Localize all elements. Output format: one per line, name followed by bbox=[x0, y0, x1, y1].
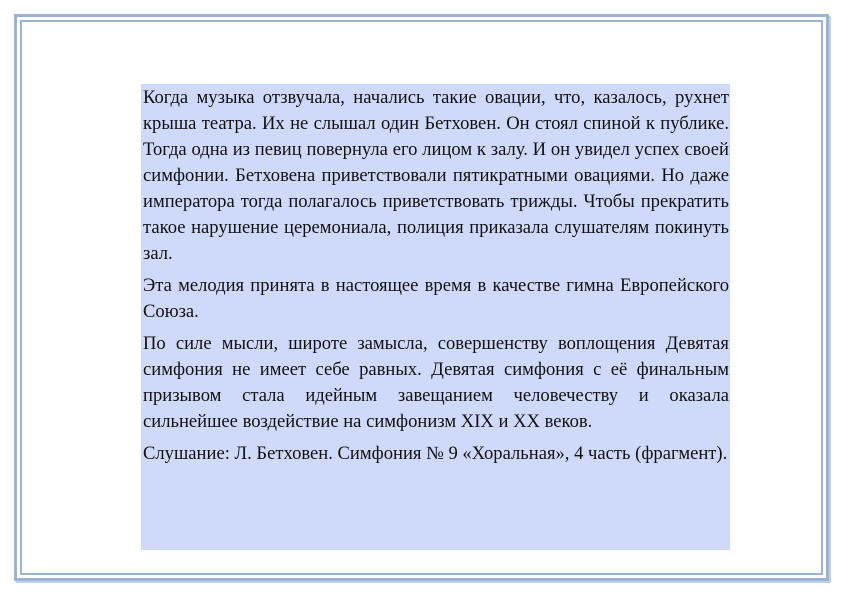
slide-text-box bbox=[141, 84, 730, 550]
paragraph-eu-anthem: Эта мелодия принята в настоящее время в качестве гимна Европейского Союза. bbox=[143, 275, 729, 322]
paragraph-premiere-ovation: Когда музыка отзвучала, начались такие овации, что, казалось, рухнет крыша театра. Их не слышал один Бетховен. Он стоял спиной к публике. Тогда одна из певиц повернула его лицом к залу. И он увидел успех своей симфонии. Бетховена приветствовали пятикратными овациями. Но даже императора тогда полагалось приветствовать трижды. Чтобы прекратить такое нарушение церемониала, полиция приказала слушателям покинуть зал. bbox=[143, 87, 729, 264]
paragraph-listening: Слушание: Л. Бетховен. Симфония № 9 «Хоральная», 4 часть (фрагмент). bbox=[143, 443, 728, 464]
paragraph-ninth-symphony: По силе мысли, широте замысла, совершенству воплощения Девятая симфония не имеет себе равных. Девятая симфония с её финальным призывом стала идейным завещанием человечеству и оказала сильнейшее воздействие на симфонизм XIX и XX веков. bbox=[143, 333, 729, 432]
